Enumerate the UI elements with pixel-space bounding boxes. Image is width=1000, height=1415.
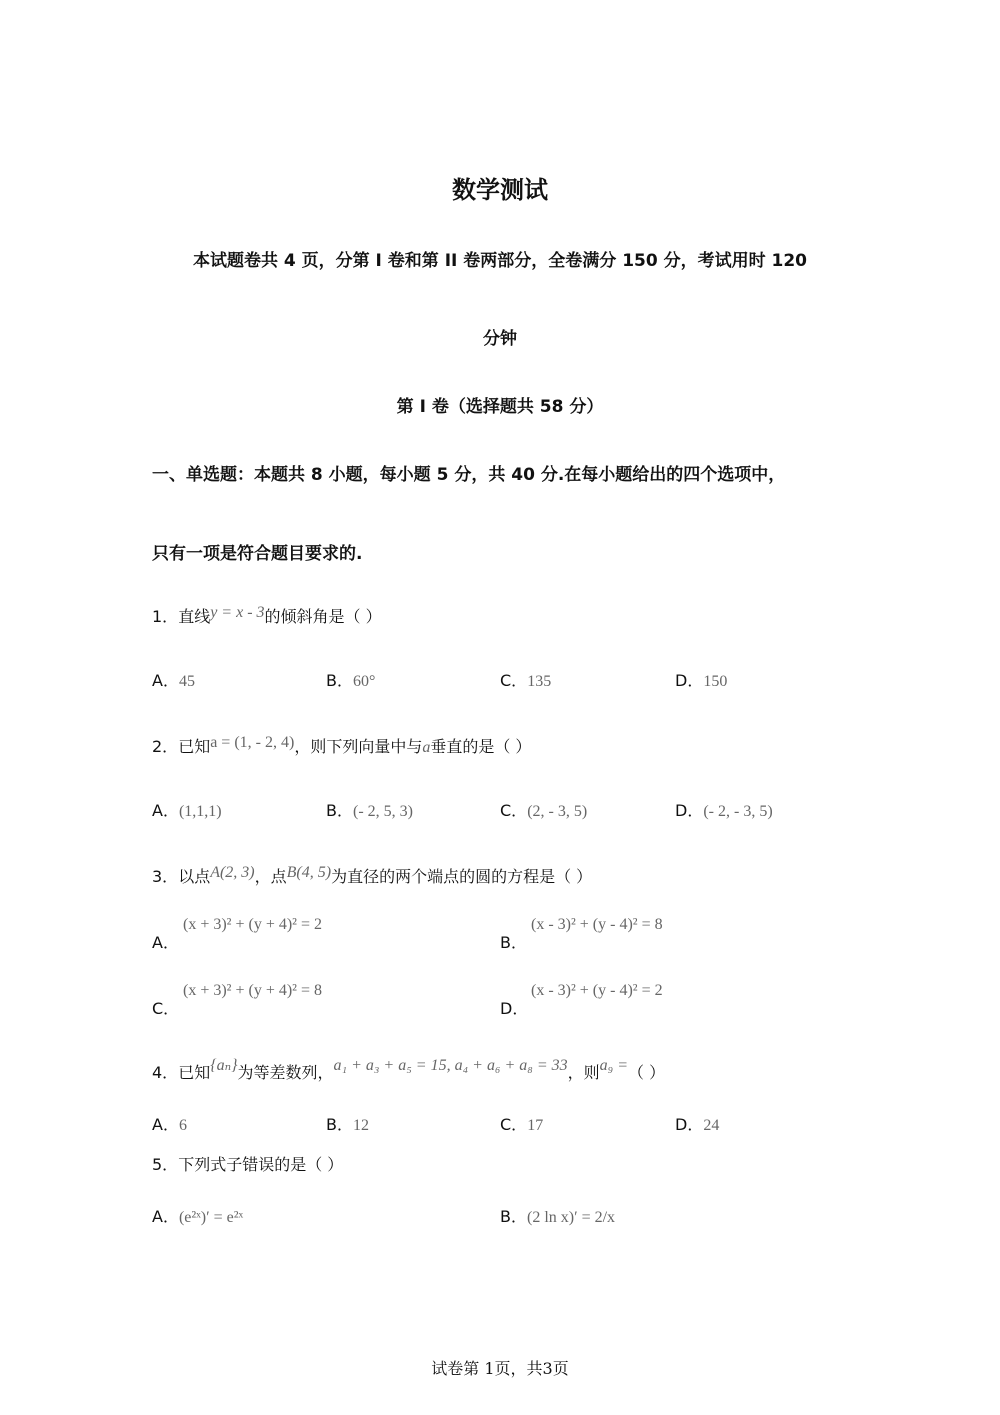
option-label: B． <box>326 801 353 820</box>
option-value: (- 2, - 3, 5) <box>703 803 773 820</box>
option-label: C． <box>152 999 180 1018</box>
question-3-option-c-value: (x + 3)² + (y + 4)² = 8 <box>183 982 322 999</box>
stem-math: y = x - 3 <box>210 604 265 621</box>
stem-math: B(4, 5) <box>286 864 332 881</box>
stem-math: a₉ = <box>599 1057 629 1074</box>
option-value: (2, - 3, 5) <box>527 803 588 820</box>
question-2-option-a[interactable] <box>152 798 222 821</box>
stem-text: 直线 <box>178 607 211 626</box>
question-3-option-d[interactable] <box>500 996 528 1019</box>
option-label: D． <box>500 999 529 1018</box>
section-1-line-2: 只有一项是符合题目要求的. <box>152 544 363 564</box>
stem-text: 下列式子错误的是（ ） <box>178 1155 344 1174</box>
stem-text: 已知 <box>178 1063 211 1082</box>
question-4-stem <box>152 1057 666 1083</box>
option-label: C． <box>500 1115 528 1134</box>
option-label: B． <box>500 1207 527 1226</box>
question-4-option-b[interactable] <box>326 1112 369 1135</box>
option-label: A． <box>152 671 179 690</box>
question-3-option-b[interactable] <box>500 930 527 953</box>
stem-math: a = (1, - 2, 4) <box>210 734 295 751</box>
stem-text: （ ） <box>628 1063 666 1082</box>
question-3-option-d-value: (x - 3)² + (y - 4)² = 2 <box>531 982 663 999</box>
stem-math: {aₙ} <box>210 1057 238 1074</box>
option-label: A． <box>152 1207 179 1226</box>
question-1-option-d[interactable] <box>675 668 727 691</box>
section-1-line-1: 一、单选题：本题共 8 小题，每小题 5 分，共 40 分.在每小题给出的四个选项中， <box>152 465 786 485</box>
stem-text: ，点 <box>254 867 287 886</box>
option-label: B． <box>500 933 527 952</box>
stem-text: 为等差数列， <box>237 1063 334 1082</box>
question-3-option-a[interactable] <box>152 930 179 953</box>
question-4-option-d[interactable] <box>675 1112 719 1135</box>
question-1-option-a[interactable] <box>152 668 195 691</box>
question-5-stem <box>152 1152 343 1175</box>
question-1-option-b[interactable] <box>326 668 375 691</box>
question-number: 2． <box>152 737 179 756</box>
question-3-option-b-value: (x - 3)² + (y - 4)² = 8 <box>531 916 663 933</box>
option-label: C． <box>500 671 528 690</box>
option-label: B． <box>326 671 353 690</box>
option-value: (2 ln x)′ = 2/x <box>526 1209 616 1226</box>
question-5-option-b[interactable] <box>500 1204 615 1227</box>
stem-text: 的倾斜角是（ ） <box>264 607 382 626</box>
option-value: (e²ˣ)′ = e²ˣ <box>178 1209 244 1226</box>
option-label: D． <box>675 1115 704 1134</box>
question-number: 4． <box>152 1063 179 1082</box>
question-4-option-c[interactable] <box>500 1112 543 1135</box>
option-value: 6 <box>178 1117 187 1134</box>
option-value: (1,1,1) <box>178 803 222 820</box>
question-3-option-c[interactable] <box>152 996 179 1019</box>
option-label: C． <box>500 801 528 820</box>
option-value: 45 <box>178 673 195 690</box>
option-label: D． <box>675 671 704 690</box>
stem-text: 垂直的是（ ） <box>430 737 532 756</box>
question-3-option-a-value: (x + 3)² + (y + 4)² = 2 <box>183 916 322 933</box>
option-label: A． <box>152 801 179 820</box>
question-number: 5． <box>152 1155 179 1174</box>
option-label: A． <box>152 1115 179 1134</box>
page-title: 数学测试 <box>452 176 548 204</box>
option-label: A． <box>152 933 179 952</box>
question-number: 3． <box>152 867 179 886</box>
question-2-option-b[interactable] <box>326 798 413 821</box>
page-footer: 试卷第 1页，共3页 <box>431 1359 569 1378</box>
option-value: 60° <box>352 673 376 690</box>
stem-text: 为直径的两个端点的圆的方程是（ ） <box>331 867 593 886</box>
stem-text: 已知 <box>178 737 211 756</box>
stem-math: a <box>422 739 431 756</box>
question-1-option-c[interactable] <box>500 668 551 691</box>
question-2-option-d[interactable] <box>675 798 773 821</box>
question-3-stem <box>152 864 592 887</box>
question-1-stem <box>152 604 382 627</box>
intro-line-2: 分钟 <box>483 329 517 349</box>
option-value: 12 <box>352 1117 369 1134</box>
question-2-stem <box>152 734 531 757</box>
intro-line-1: 本试题卷共 4 页，分第 I 卷和第 II 卷两部分，全卷满分 150 分，考试用时 120 <box>192 251 808 271</box>
question-5-option-a[interactable] <box>152 1204 243 1227</box>
question-number: 1． <box>152 607 179 626</box>
stem-text: ，则下列向量中与 <box>294 737 423 756</box>
question-2-option-c[interactable] <box>500 798 587 821</box>
option-value: 135 <box>527 673 552 690</box>
option-label: B． <box>326 1115 353 1134</box>
stem-text: ，则 <box>567 1063 600 1082</box>
stem-math: a₁ + a₃ + a₅ = 15, a₄ + a₆ + a₈ = 33 <box>333 1057 568 1074</box>
option-value: 24 <box>703 1117 720 1134</box>
stem-text: 以点 <box>178 867 211 886</box>
option-label: D． <box>675 801 704 820</box>
stem-math: A(2, 3) <box>210 864 255 881</box>
option-value: 150 <box>703 673 728 690</box>
part-1-heading: 第 I 卷（选择题共 58 分） <box>396 397 604 417</box>
question-4-option-a[interactable] <box>152 1112 187 1135</box>
option-value: (- 2, 5, 3) <box>352 803 413 820</box>
option-value: 17 <box>527 1117 544 1134</box>
